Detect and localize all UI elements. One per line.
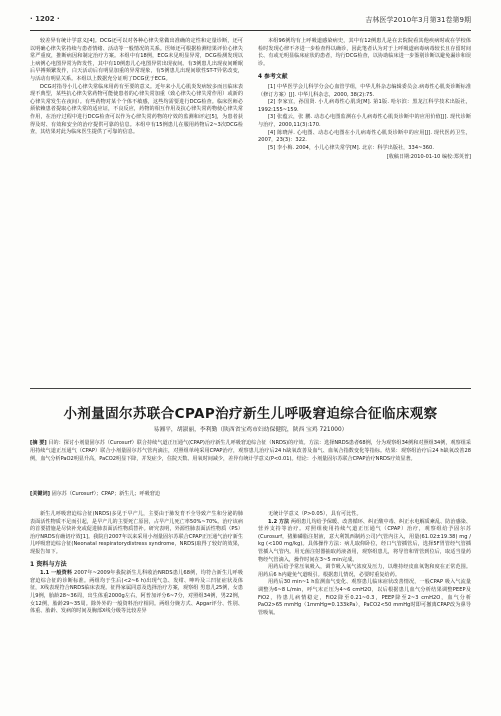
paragraph: 本组96例均有上呼吸道感染病史，其中有12例患儿是在去院院看其他疾病时或在学校体检时发现心律不齐进一步检查得以确诊，因此笔者认为对于上呼吸道病毒病毒较长且存留时间长、有或无明显临床症状的患者，均行DCG检查，以协助临床进一步鉴别诊断以避免漏诊和误诊。 [258, 38, 471, 67]
reference-item: [1] 中华医学会儿科学分会心血管学组，中华儿科杂志编辑委员会.病毒性心肌炎诊断标准（修订方案）[J]. 中华儿科杂志，2000, 38(2):75. [258, 83, 471, 98]
subsection-text: 两组患儿均给予保暖、改善循环、纠正酸中毒、纠正水电解质紊乱、防治感染、营养支持等治疗。对照组使用持续气道正压通气（CPAP）治疗，观察组给予固尔苏(Curosurf，猪肺磷脂注射液，意大利凯西制药公司)气管内注入，用量(61.02±19.38) mg / kg (<100 mg/kg)。具体操作方法：病儿取仰卧位，经口气管插管后，选择5F胃管经气管插管插入气管内。用无菌注射器抽取药液备用，观察组患儿，将导管和胃管到位后，取适当量药物经气管滴入，操作时间在3~5 min完成。 [258, 518, 472, 563]
abstract [30, 440, 471, 463]
references-heading: 4 参考文献 [258, 74, 288, 81]
article-separator [30, 388, 471, 389]
keywords [30, 490, 471, 497]
paragraph: 无统计学意义（P>0.05），具有可比性。 [268, 511, 362, 517]
journal-info: 吉林医学2010年3月第31卷第9期 [365, 16, 471, 24]
subsection-paragraph [258, 519, 471, 565]
abstract-label: [摘 要] [30, 440, 47, 446]
prev-article-left-column [30, 38, 243, 137]
abstract-text: 目的：探讨小剂量固尔苏（Curosurf）联合持续气道正压通气(CPAP)治疗新生儿呼吸窘迫综合征（NRDS)的疗效。方法：选择NRDS患者68例，分为观察组34例和对照组34例，观察组采用持续气道正压通气（CPAP）联合小剂量固尔苏气管内滴注，对照组单纯采用CPAP治疗，观察患儿治疗后24 h缺氧改善及血气、血氧合指数变化等指标。结果：观察组治疗后24 h缺氧改善28例，血气分析PaO2明显升高，PaCO2明显下降，并发症少，住院天数、用氧时间减少，差异有统计学意义(P<0.01)。结论：小剂量固尔苏联合CPAP治疗NRDS疗效显著。 [30, 440, 471, 462]
subsection-text: 2007年~2009年我院新生儿科收治NRDS患儿68例，均符合新生儿呼吸窘迫综合征的诊断标准。两组均于生后(<2~6 h)出现气急、发绀、呻吟及三凹征症状及体征，X线表现符合NRDS临床表现。征得家属同意及选择治疗方案，观察组 男患儿25例，女患儿9例，胎龄28~36周，出生体重2000g左右，阿普加评分6~7分，对照组34例，男22例，女12例，胎龄29~35周。除外外的一般资料治疗相同。两组分娩方式、Apgar评分、性别、体重、胎龄、发病的时间及胸部X线分级等比较差异 [30, 570, 243, 615]
subsection-number: 1.2 [268, 518, 278, 525]
subsection-title: 一般资料 [51, 570, 73, 577]
article-right-column [258, 511, 471, 617]
article-title: 小剂量固尔苏联合CPAP治疗新生儿呼吸窘迫综合征临床观察 [63, 406, 438, 422]
paragraph: 用药后30 min~1 h监测血气变化、观察患儿临床症状改善情况，一般CPAP 吸入气流量调整为6~8 L/min，呼气末正压为4~6 cmH2O，以后根据患儿血气分析结果调整PEEP及FiO2，待患儿病情稳定，FiO2降至0.21~0.3，PEEP降至2~3 cmH2O，血气分析PaO2>65 mmHg（1mmHg=0.133kPa），PaCO2<50 mmHg时即可撤离CPAP改为鼻导管吸氧。 [258, 579, 471, 616]
subsection-number: 1.1 [40, 570, 50, 577]
section-heading: 1 资料与方法 [30, 560, 67, 568]
prev-article-right-column [258, 38, 471, 162]
received-date: [收稿日期:2010-01-10 编校:郑英普] [386, 154, 471, 161]
subsection-title: 方法 [278, 518, 290, 525]
paragraph: DCG对指导小儿心律失常临床用药有至要的意义。近年来小儿心肌炎发病较多而且临床表现不典型，某些抗心律失常药物可能使患者的心律失常加重（致心律失心律失常作用）或新的心律失常发生在夜间）。有些药物对某个个体不敏感，这些均需要进行DCG检查。临床医师必须依赖患者提取心律失常的适应证，不良反应，药物的相互作用及抗心律失常药物使心律失常作用，在治疗过程中进行DCG检查可以作为心律失常药物的疗效的监测和评定[5]，为患者获得及时、有效和安全的治疗提供可靠的信息。本组中有15例患儿在服用药物后2~3次DCG检查，其结果对此为临床医生提供了可靠的信息。 [30, 83, 243, 136]
reference-item: [3] 张蕴云，张 鹏. 动态心电图监测在小儿病毒性心肌炎诊断中的应用价值[J]. 现代诊断与治疗，2000,11(3):170. [258, 114, 471, 128]
header-rule [30, 30, 471, 31]
running-header [30, 12, 471, 26]
intro-paragraph: 新生儿呼吸窘迫综合征(NRDS)多见于早产儿，主要由于肺发育不全导致产生和分泌的肺表面活性物质不足而引起，是早产儿的主要死亡原因，占早产儿死亡率50%~70%。治疗该病的首要措施是尽快补充或促进肺表面活性物质替补。研究表明，外源性肺表面活性物质（PS）治疗NRDS有确切疗效[1]。我院自2007年以来采用小剂量固尔苏联合CPAP正压通气治疗新生儿呼吸窘迫综合征(Neonatal respiratorydistress syndrome，NRDS)取得了较好的效果，现报告如下。 [30, 511, 243, 555]
paragraph: 较差异有统计学意义[4]。DCG还可以对各种心律失常做出准确的定性和定量诊断，还可以明确心律失常持续与患者情绪、活动等一般情况的关系。医师还可根据检测结果评价心律失常严重度，推断病因和制定治疗方案。本组中有18例，ECG未见明显异常，DCG检测发现以上病例心电图异常为阵发性，其中有10例患儿心电图异常出现夜间。有3例患儿出现夜间睡眠后早搏频繁发作，白天活动后有明显加重的异常现象，有5例患儿出现间歇性ST-T异常改变，与活动有明显关系。本组以上数据充分证明了DCG优于ECG。 [30, 38, 243, 82]
page-number: · 1202 · [30, 15, 60, 23]
reference-item: [4] 陈晓萍. 心电图、动态心电图在小儿病毒性心肌炎诊断中的应用[J]. 现代医药卫生，2007，23(3)：322. [258, 129, 471, 144]
reference-item: [2] 李家宜，孙国贤. 小儿病毒性心肌炎[M]. 第1版. 哈尔滨：黑龙江科学技术出版社，1992:155~159. [258, 99, 471, 113]
article-authors: 易湘平，胡淑丽，李利勤（陕西省宝鸡市妇幼保健院，陕西 宝鸡 721000） [153, 427, 348, 433]
keywords-label: [关键词] [30, 491, 50, 497]
reference-item: [5] 李小梅. 2004，小儿心律失常学[M]. 北京：科学出版社，334~360. [268, 144, 435, 151]
keywords-text: 固尔苏（Curosurf）；CPAP；新生儿；呼吸窘迫 [51, 491, 160, 497]
subsection-paragraph [30, 570, 243, 616]
article-left-column [30, 511, 243, 616]
paragraph: 用药后给予常压氧吸入，调节吸入氧气浓度及压力，以维持经皮血氧饱和度在正常范围。用药后6 h内避免气道吸引。根据患儿情况，必要时重复给药。 [258, 564, 471, 578]
